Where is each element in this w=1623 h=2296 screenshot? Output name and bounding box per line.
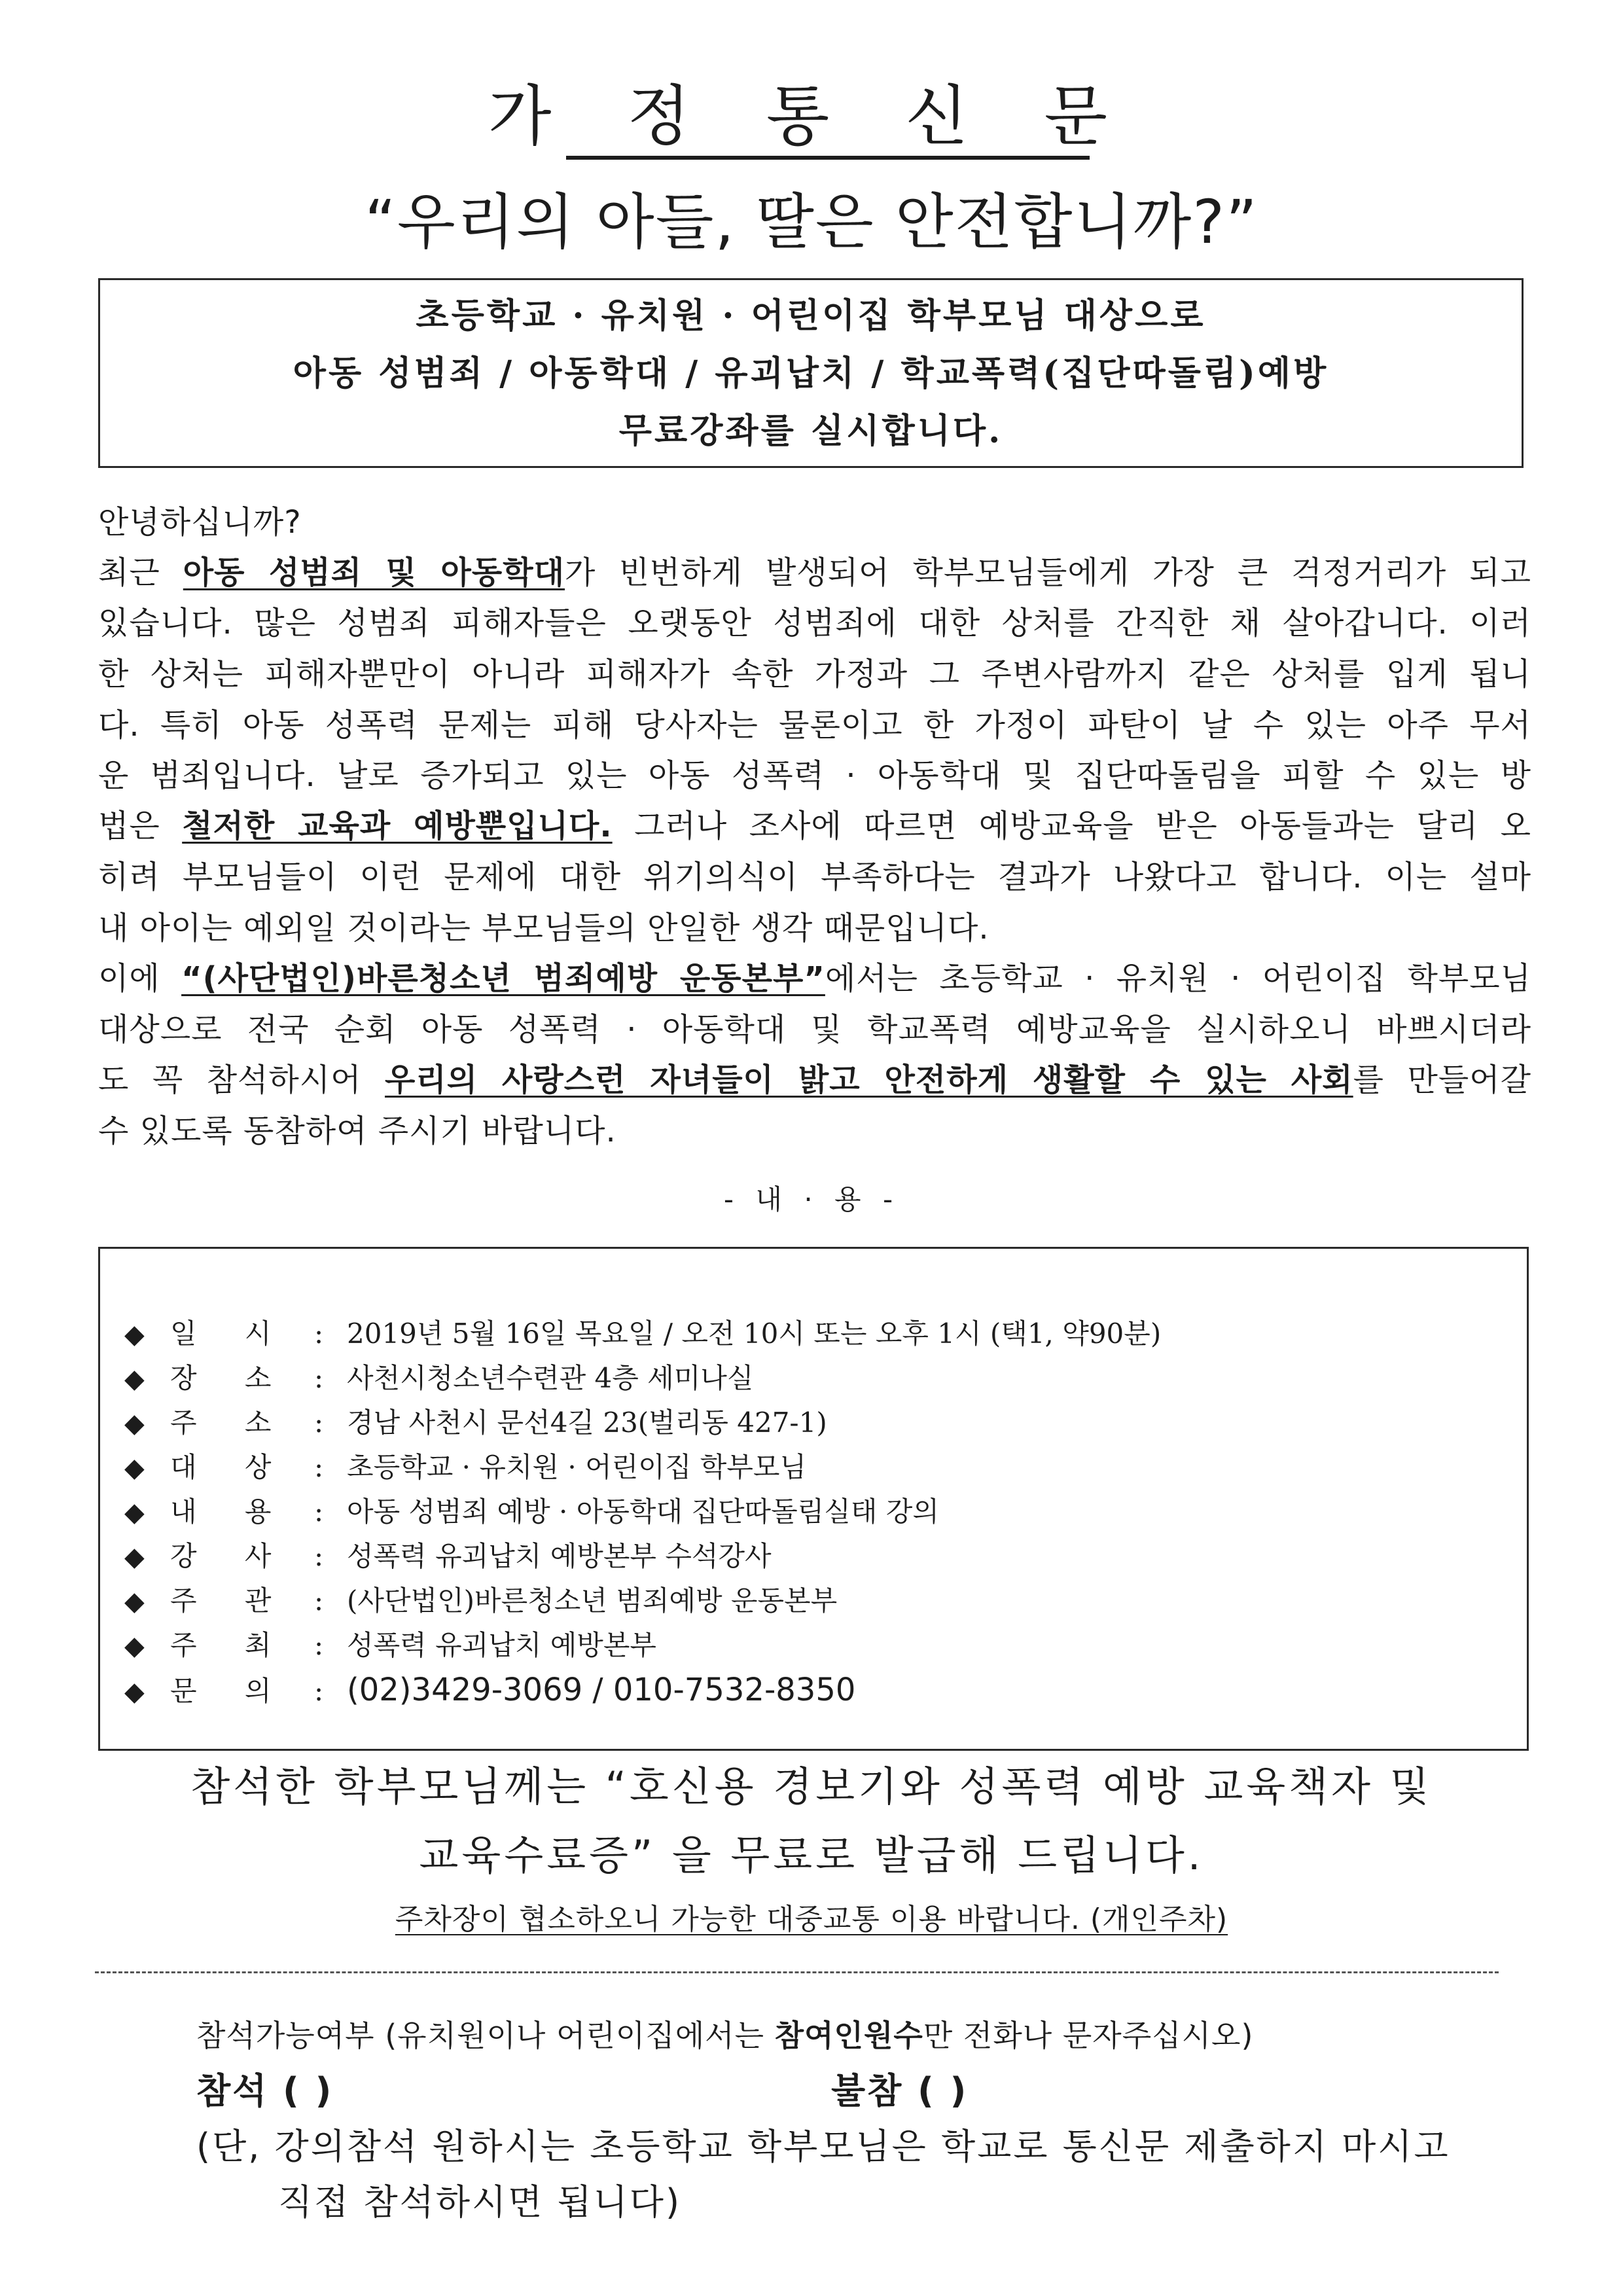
parking-note: 주차장이 협소하오니 가능한 대중교통 이용 바랍니다. (개인주차) xyxy=(395,1903,1228,1936)
detail-row xyxy=(124,1494,1499,1531)
colon-separator: : xyxy=(314,1496,324,1528)
text-span: 도 꼭 참석하시어 xyxy=(98,1062,385,1098)
detail-value: 성폭력 유괴납치 예방본부 xyxy=(347,1629,656,1661)
detail-row xyxy=(124,1672,1499,1710)
detail-label: 주 최 xyxy=(170,1629,291,1661)
detail-value: (02)3429-3069 / 010-7532-8350 xyxy=(347,1672,856,1708)
text-span: 그러나 조사에 따르면 예방교육을 받은 아동들과는 달리 오 xyxy=(612,808,1532,844)
detail-row xyxy=(124,1360,1499,1397)
emphasis-text: 우리의 사랑스런 자녀들이 밝고 안전하게 생활할 수 있는 사회 xyxy=(385,1062,1353,1098)
gift-line-2: 교육수료증” 을 무료로 발급해 드립니다. xyxy=(419,1831,1204,1879)
notice-line-3: 무료강좌를 실시합니다. xyxy=(618,411,1003,451)
detail-value: 경남 사천시 문선4길 23(벌리동 427-1) xyxy=(347,1407,827,1439)
detail-row xyxy=(124,1538,1499,1575)
reply-note-line-1: (단, 강의참석 원하시는 초등학교 학부모님은 학교로 통신문 제출하지 마시고 xyxy=(196,2126,1450,2167)
diamond-bullet-icon: ◆ xyxy=(124,1319,145,1350)
detail-label: 일 시 xyxy=(170,1318,291,1350)
diamond-bullet-icon: ◆ xyxy=(124,1453,145,1483)
detail-value: (사단법인)바른청소년 범죄예방 운동본부 xyxy=(347,1585,838,1617)
paragraph-line: 수 있도록 동참하여 주시기 바랍니다. xyxy=(98,1113,616,1149)
text-span: 만 전화나 문자주십시오) xyxy=(923,2018,1254,2053)
diamond-bullet-icon: ◆ xyxy=(124,1498,145,1528)
colon-separator: : xyxy=(314,1540,324,1572)
colon-separator: : xyxy=(314,1675,324,1707)
organizer-name: “(사단법인)바른청소년 범죄예방 운동본부” xyxy=(181,960,825,997)
absent-checkbox[interactable]: 불참 ( ) xyxy=(831,2070,969,2111)
paragraph-line xyxy=(98,806,1531,846)
colon-separator: : xyxy=(314,1318,324,1350)
detail-value: 성폭력 유괴납치 예방본부 수석강사 xyxy=(347,1540,772,1572)
detail-label: 주 관 xyxy=(170,1585,291,1617)
attend-checkbox[interactable]: 참석 ( ) xyxy=(196,2070,334,2111)
detail-label: 내 용 xyxy=(170,1496,291,1528)
detail-row xyxy=(124,1449,1499,1486)
text-span: 가 빈번하게 발생되어 학부모님들에게 가장 큰 걱정거리가 되고 xyxy=(565,554,1531,591)
text-span: 이에 xyxy=(98,960,182,997)
paragraph-line xyxy=(98,553,1531,592)
cut-line xyxy=(95,1971,1499,1973)
paragraph-line: 내 아이는 예외일 것이라는 부모님들의 안일한 생각 때문입니다. xyxy=(98,910,990,946)
text-span: 참석가능여부 (유치원이나 어린이집에서는 xyxy=(196,2018,775,2053)
diamond-bullet-icon: ◆ xyxy=(124,1542,145,1572)
detail-label: 문 의 xyxy=(170,1675,291,1707)
details-heading: - 내 · 용 - xyxy=(723,1183,900,1215)
detail-row xyxy=(124,1583,1499,1620)
text-span: 를 만들어갈 xyxy=(1353,1062,1531,1098)
text-span: 법은 xyxy=(98,808,183,844)
attendance-question xyxy=(196,2016,1253,2055)
diamond-bullet-icon: ◆ xyxy=(124,1364,145,1394)
title-underline xyxy=(566,156,1090,160)
paragraph-line: 히려 부모님들이 이런 문제에 대한 위기의식이 부족하다는 결과가 나왔다고 합니다. 이는 설마 xyxy=(98,859,1531,895)
detail-value: 아동 성범죄 예방 · 아동학대 집단따돌림실태 강의 xyxy=(347,1496,939,1528)
colon-separator: : xyxy=(314,1362,324,1394)
diamond-bullet-icon: ◆ xyxy=(124,1587,145,1617)
text-span: 최근 xyxy=(98,554,183,591)
emphasis-text: 철저한 교육과 예방뿐입니다. xyxy=(182,808,613,844)
reply-note-line-2: 직접 참석하시면 됩니다) xyxy=(278,2181,682,2223)
document-subtitle: “우리의 아들, 딸은 안전합니까?” xyxy=(365,187,1258,257)
emphasis-text: 참여인원수 xyxy=(774,2018,923,2053)
paragraph-line: 운 범죄입니다. 날로 증가되고 있는 아동 성폭력 · 아동학대 및 집단따돌림을 피할 수 있는 방 xyxy=(98,757,1531,794)
detail-label: 강 사 xyxy=(170,1540,291,1572)
emphasis-text: 아동 성범죄 및 아동학대 xyxy=(183,554,565,591)
diamond-bullet-icon: ◆ xyxy=(124,1631,145,1661)
document-title: 가 정 통 신 문 xyxy=(488,78,1135,154)
notice-line-1: 초등학교 · 유치원 · 어린이집 학부모님 대상으로 xyxy=(416,296,1206,336)
detail-row xyxy=(124,1627,1499,1664)
detail-value: 2019년 5월 16일 목요일 / 오전 10시 또는 오후 1시 (택1, 약90분) xyxy=(347,1318,1162,1350)
text-span: 에서는 초등학교 · 유치원 · 어린이집 학부모님 xyxy=(825,960,1531,997)
diamond-bullet-icon: ◆ xyxy=(124,1408,145,1439)
greeting: 안녕하십니까? xyxy=(98,504,302,541)
detail-label: 장 소 xyxy=(170,1362,291,1394)
detail-row xyxy=(124,1405,1499,1442)
detail-value: 초등학교 · 유치원 · 어린이집 학부모님 xyxy=(347,1451,807,1483)
gift-line-1: 참석한 학부모님께는 “호신용 경보기와 성폭력 예방 교육책자 및 xyxy=(190,1763,1433,1810)
paragraph-line: 한 상처는 피해자뿐만이 아니라 피해자가 속한 가정과 그 주변사람까지 같은 상처를 입게 됩니 xyxy=(98,656,1531,692)
paragraph-line xyxy=(98,1060,1531,1100)
paragraph-line: 대상으로 전국 순회 아동 성폭력 · 아동학대 및 학교폭력 예방교육을 실시하오니 바쁘시더라 xyxy=(98,1011,1531,1048)
colon-separator: : xyxy=(314,1451,324,1483)
paragraph-line xyxy=(98,959,1531,998)
colon-separator: : xyxy=(314,1629,324,1661)
colon-separator: : xyxy=(314,1407,324,1439)
detail-label: 대 상 xyxy=(170,1451,291,1483)
detail-value: 사천시청소년수련관 4층 세미나실 xyxy=(347,1362,754,1394)
detail-row xyxy=(124,1316,1499,1353)
paragraph-line: 있습니다. 많은 성범죄 피해자들은 오랫동안 성범죄에 대한 상처를 간직한 채 살아갑니다. 이러 xyxy=(98,605,1531,641)
detail-label: 주 소 xyxy=(170,1407,291,1439)
diamond-bullet-icon: ◆ xyxy=(124,1677,145,1707)
notice-line-2: 아동 성범죄 / 아동학대 / 유괴납치 / 학교폭력(집단따돌림)예방 xyxy=(293,353,1329,393)
paragraph-line: 다. 특히 아동 성폭력 문제는 피해 당사자는 물론이고 한 가정이 파탄이 날 수 있는 아주 무서 xyxy=(98,707,1531,744)
colon-separator: : xyxy=(314,1585,324,1617)
